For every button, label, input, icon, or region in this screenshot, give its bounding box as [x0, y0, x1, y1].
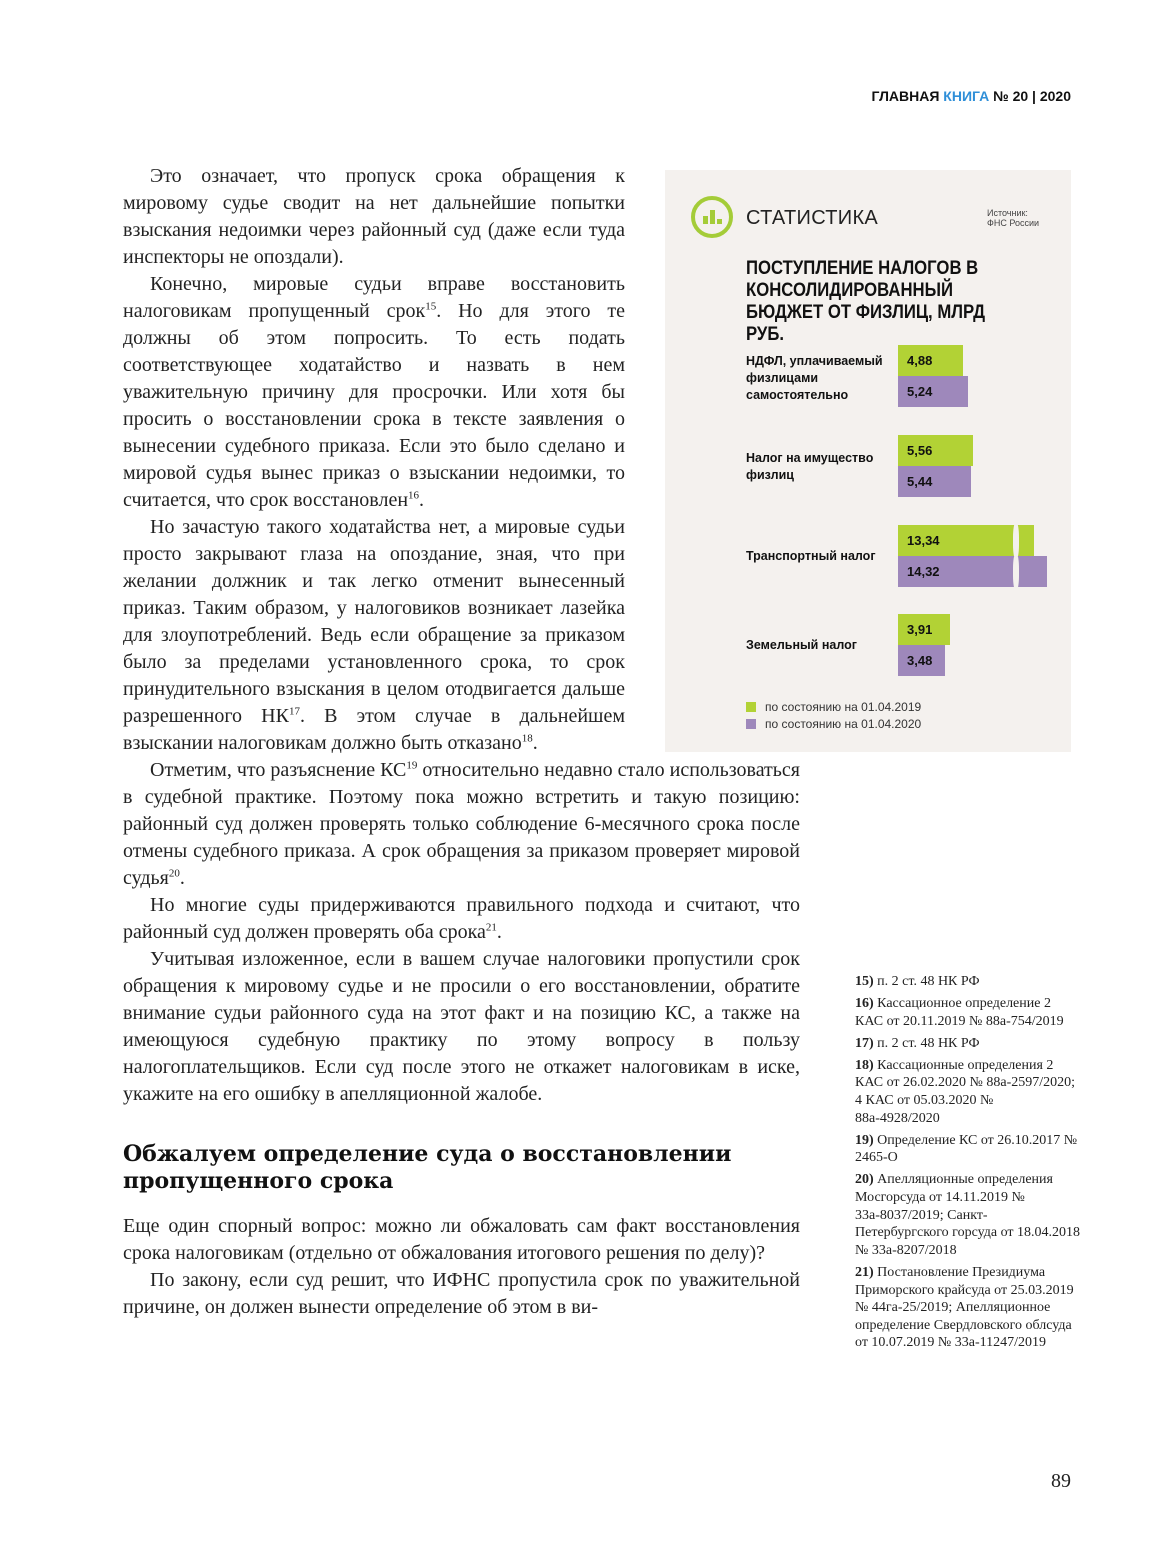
- footnote-ref: 21: [485, 921, 497, 934]
- footnote: [855, 1171, 1080, 1259]
- statistics-sidebar: [665, 170, 1071, 752]
- brand-part-2: КНИГА: [943, 88, 990, 104]
- footnote-text: Кассационные определения 2 КАС от 26.02.2020 № 88а-2597/2020; 4 КАС от 05.03.2020 № 88а-4928/2020: [855, 1057, 1076, 1126]
- text-run: Отметим, что разъяснение КС: [150, 759, 407, 781]
- brand-part-1: ГЛАВНАЯ: [871, 88, 940, 104]
- footnote-text: Определение КС от 26.10.2017 № 2465-О: [855, 1132, 1078, 1166]
- issue-number: № 20 | 2020: [993, 88, 1071, 104]
- chart-title: ПОСТУПЛЕНИЕ НАЛОГОВ В КОНСОЛИДИРОВАННЫЙ БЮДЖЕТ ОТ ФИЗЛИЦ, МЛРД РУБ.: [746, 258, 986, 345]
- footnote-ref: 17: [288, 705, 300, 718]
- footnote-ref: 15: [425, 300, 437, 313]
- data-label: 3,91: [907, 622, 933, 637]
- text-run: относительно недавно стало использоваться в судебной практике. Поэтому пока можно встретить и такую позицию: районный суд должен проверять только соблюдение 6-месячного срока после отмены судебного приказа. А срок обращения за приказом проверяет мировой судья: [123, 759, 800, 889]
- footnote-ref: 19: [406, 759, 418, 772]
- footnote-text: Апелляционные определения Мосгорсуда от 14.11.2019 № 33а-8037/2019; Санкт-Петербургского горсуда от 18.04.2018 № 33а-8207/2018: [855, 1172, 1080, 1258]
- legend-label: по состоянию на 01.04.2020: [765, 717, 922, 731]
- text-run: .: [419, 489, 425, 511]
- bar-2020: [898, 376, 968, 407]
- text-run: .: [179, 867, 185, 889]
- footnote-number: 16): [855, 996, 874, 1012]
- sidebar-label: СТАТИСТИКА: [746, 207, 879, 229]
- footnote: [855, 1035, 1080, 1053]
- footnote-number: 18): [855, 1057, 874, 1073]
- footnotes: [855, 973, 1080, 1356]
- footnote-number: 17): [855, 1035, 874, 1051]
- section-heading: Обжалуем определение суда о восстановлении пропущенного срока: [123, 1141, 732, 1194]
- data-label: 3,48: [907, 653, 933, 668]
- footnote-number: 15): [855, 974, 874, 989]
- legend-swatch: [746, 719, 756, 729]
- data-label: 4,88: [907, 353, 933, 368]
- footnote-ref: 20: [168, 867, 180, 880]
- bar-2020: [898, 645, 945, 676]
- page-number: 89: [1051, 1470, 1071, 1492]
- category-label: Налог на имущество физлиц: [746, 451, 874, 482]
- footnote-number: 21): [855, 1264, 874, 1280]
- bar-chart-icon: [691, 196, 733, 238]
- footnote-text: Кассационное определение 2 КАС от 20.11.2019 № 88а-754/2019: [855, 996, 1064, 1029]
- text-run: .: [532, 732, 538, 754]
- text-run: . Но для этого те должны об этом попросить. То есть подать соответствующее ходатайство и назвать в нем уважительную причину для просрочки. Или хотя бы просить о восстановлении срока в тексте заявления о вынесении судебного приказа. Если это было сделано и мировой судья вынес приказ о взыскании недоимки, то считается, что срок восстановлен: [123, 300, 626, 511]
- footnote: [855, 1057, 1080, 1127]
- legend-label: по состоянию на 01.04.2019: [765, 700, 922, 714]
- data-label: 5,44: [907, 474, 933, 489]
- data-label: 13,34: [907, 533, 940, 548]
- bar-2019: [898, 345, 963, 376]
- category-label: Земельный налог: [746, 638, 857, 652]
- category-label: Транспортный налог: [746, 549, 876, 563]
- footnote-number: 19): [855, 1132, 874, 1148]
- bar-2019: [898, 435, 973, 466]
- legend-item-2019: [746, 700, 921, 714]
- footnote-ref: 18: [521, 732, 533, 745]
- text-run: Но многие суды придерживаются правильного подхода и считают, что районный суд должен проверять оба срока: [123, 894, 800, 943]
- paragraph: По закону, если суд решит, что ИФНС пропустила срок по уважительной причине, он должен вынести определение об этом в ви-: [123, 1269, 800, 1318]
- text-run: Конечно, мировые судьи вправе восстановить налоговикам пропущенный срок: [123, 273, 625, 322]
- paragraph: [123, 514, 625, 757]
- body-column-narrow: [123, 163, 625, 757]
- text-run: Но зачастую такого ходатайства нет, а мировые судьи просто закрывают глаза на опоздание, зная, что при желании должник и так легко отменит вынесенный приказ. Таким образом, у налоговиков возникает лазейка для злоупотреблений. Ведь если обращение за приказом было за пределами установленного срока, то срок принудительного взыскания в целом отодвигается дальше разрешенного НК: [123, 516, 625, 727]
- body-column-section: [123, 1213, 800, 1321]
- axis-break: [1013, 554, 1019, 590]
- footnote: [855, 1132, 1080, 1167]
- footnote-number: 20): [855, 1172, 874, 1188]
- bar-2020: [898, 466, 971, 497]
- legend-item-2020: [746, 717, 921, 731]
- paragraph: Еще один спорный вопрос: можно ли обжаловать сам факт восстановления срока налоговикам (отдельно от обжалования итогового решения по делу)?: [123, 1215, 800, 1264]
- paragraph: [123, 757, 800, 892]
- footnote: [855, 1264, 1080, 1352]
- category-label: НДФЛ, уплачиваемый физлицами самостоятельно: [746, 354, 883, 402]
- footnote-text: п. 2 ст. 48 НК РФ: [877, 1035, 980, 1051]
- bar-2019: [898, 525, 1034, 556]
- bar-2019: [898, 614, 950, 645]
- data-label: 5,56: [907, 443, 933, 458]
- paragraph: Это означает, что пропуск срока обращения к мировому судье сводит на нет дальнейшие попытки взыскания недоимки через районный суд (даже если туда инспекторы не опоздали).: [123, 165, 625, 268]
- paragraph: [123, 892, 800, 946]
- footnote-text: Постановление Президиума Приморского крайсуда от 25.03.2019 № 44га-25/2019; Апелляционное определение Свердловского облсуда от 10.07.2019 № 33а-11247/2019: [855, 1264, 1074, 1351]
- footnote-text: п. 2 ст. 48 НК РФ: [877, 974, 980, 989]
- text-run: . В этом случае в дальнейшем взыскании налоговикам должно быть отказано: [123, 705, 625, 754]
- legend-swatch: [746, 702, 756, 712]
- text-run: .: [496, 921, 502, 943]
- footnote-ref: 16: [408, 489, 420, 502]
- body-column-wide: [123, 757, 800, 1108]
- data-label: 5,24: [907, 384, 933, 399]
- footnote: [855, 973, 1080, 991]
- footnote: [855, 995, 1080, 1030]
- paragraph: [123, 271, 625, 514]
- bar-2020: [898, 556, 1047, 587]
- data-label: 14,32: [907, 564, 940, 579]
- paragraph: Учитывая изложенное, если в вашем случае налоговики пропустили срок обращения к мировому судье и не просили о его восстановлении, обратите внимание судьи районного суда на этот факт и на позицию КС, а также на имеющуюся судебную практику по этому вопросу в пользу налогоплательщиков. Если суд после этого не откажет налоговикам в иске, укажите на его ошибку в апелляционной жалобе.: [123, 948, 800, 1105]
- source-note: Источник: ФНС России: [987, 208, 1040, 228]
- running-header: [871, 88, 1071, 104]
